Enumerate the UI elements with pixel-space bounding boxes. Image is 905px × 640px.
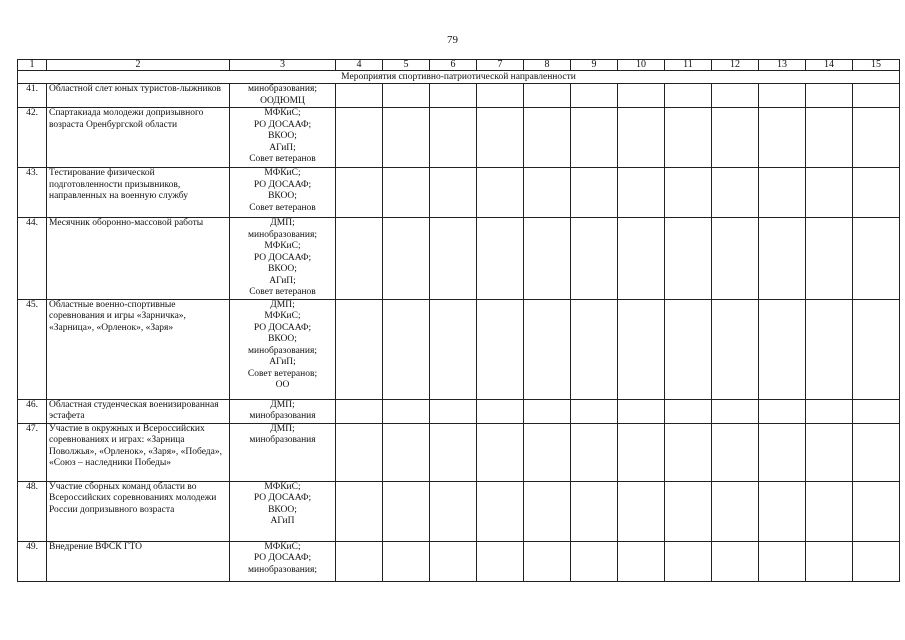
empty-cell — [430, 168, 477, 218]
column-number-header: 3 — [230, 60, 336, 71]
event-name: Месячник оборонно-массовой работы — [47, 218, 230, 300]
empty-cell — [430, 481, 477, 541]
row-number: 41. — [18, 84, 47, 108]
empty-cell — [336, 84, 383, 108]
row-number: 44. — [18, 218, 47, 300]
empty-cell — [571, 481, 618, 541]
column-number-header: 9 — [571, 60, 618, 71]
empty-cell — [618, 399, 665, 423]
empty-cell — [712, 299, 759, 399]
empty-cell — [853, 218, 900, 300]
empty-cell — [430, 84, 477, 108]
empty-cell — [759, 108, 806, 168]
plan-table — [17, 59, 900, 582]
empty-cell — [853, 84, 900, 108]
empty-cell — [571, 84, 618, 108]
empty-cell — [383, 481, 430, 541]
responsible-organizations: ДМП; МФКиС; РО ДОСААФ; ВКОО; минобразования; АГиП; Совет ветеранов; ОО — [230, 299, 336, 399]
responsible-organizations: минобразования; ООДЮМЦ — [230, 84, 336, 108]
empty-cell — [336, 399, 383, 423]
empty-cell — [383, 299, 430, 399]
empty-cell — [806, 541, 853, 581]
empty-cell — [430, 541, 477, 581]
empty-cell — [571, 299, 618, 399]
empty-cell — [853, 541, 900, 581]
empty-cell — [806, 108, 853, 168]
page-number: 79 — [447, 34, 458, 46]
responsible-organizations: ДМП; минобразования — [230, 423, 336, 481]
empty-cell — [712, 481, 759, 541]
empty-cell — [383, 399, 430, 423]
column-number-header: 7 — [477, 60, 524, 71]
empty-cell — [430, 399, 477, 423]
empty-cell — [853, 481, 900, 541]
row-number: 45. — [18, 299, 47, 399]
table-row — [18, 84, 900, 108]
empty-cell — [759, 218, 806, 300]
empty-cell — [383, 541, 430, 581]
empty-cell — [383, 218, 430, 300]
empty-cell — [665, 218, 712, 300]
responsible-organizations: ДМП; минобразования; МФКиС; РО ДОСААФ; ВКОО; АГиП; Совет ветеранов — [230, 218, 336, 300]
empty-cell — [853, 168, 900, 218]
empty-cell — [712, 218, 759, 300]
empty-cell — [665, 423, 712, 481]
row-number: 49. — [18, 541, 47, 581]
table-row — [18, 299, 900, 399]
column-number-header: 6 — [430, 60, 477, 71]
table-row — [18, 423, 900, 481]
table-body — [18, 71, 900, 582]
empty-cell — [430, 108, 477, 168]
empty-cell — [383, 423, 430, 481]
row-number: 48. — [18, 481, 47, 541]
empty-cell — [806, 299, 853, 399]
empty-cell — [571, 168, 618, 218]
empty-cell — [430, 299, 477, 399]
empty-cell — [336, 541, 383, 581]
empty-cell — [759, 299, 806, 399]
empty-cell — [383, 108, 430, 168]
empty-cell — [524, 399, 571, 423]
section-row — [18, 71, 900, 84]
empty-cell — [524, 218, 571, 300]
empty-cell — [618, 423, 665, 481]
table-row — [18, 168, 900, 218]
table-row — [18, 481, 900, 541]
empty-cell — [806, 481, 853, 541]
empty-cell — [383, 168, 430, 218]
empty-cell — [759, 168, 806, 218]
row-number: 47. — [18, 423, 47, 481]
empty-cell — [618, 108, 665, 168]
empty-cell — [806, 218, 853, 300]
empty-cell — [336, 423, 383, 481]
empty-cell — [806, 423, 853, 481]
empty-cell — [477, 399, 524, 423]
responsible-organizations: МФКиС; РО ДОСААФ; ВКОО; АГиП — [230, 481, 336, 541]
empty-cell — [712, 541, 759, 581]
empty-cell — [712, 108, 759, 168]
empty-cell — [618, 168, 665, 218]
empty-cell — [477, 218, 524, 300]
empty-cell — [383, 84, 430, 108]
empty-cell — [665, 541, 712, 581]
event-name: Внедрение ВФСК ГТО — [47, 541, 230, 581]
event-name: Тестирование физической подготовленности призывников, направленных на военную службу — [47, 168, 230, 218]
column-number-header: 14 — [806, 60, 853, 71]
event-name: Участие в окружных и Всероссийских соревнованиях и играх: «Зарница Поволжья», «Орленок», «Заря», «Победа», «Союз – наследники Победы» — [47, 423, 230, 481]
empty-cell — [571, 218, 618, 300]
table-row — [18, 399, 900, 423]
empty-cell — [524, 299, 571, 399]
table-row — [18, 218, 900, 300]
empty-cell — [665, 84, 712, 108]
empty-cell — [853, 108, 900, 168]
column-number-header: 8 — [524, 60, 571, 71]
column-number-header: 2 — [47, 60, 230, 71]
column-number-header: 13 — [759, 60, 806, 71]
empty-cell — [524, 541, 571, 581]
section-title: Мероприятия спортивно-патриотической направленности — [18, 71, 900, 84]
event-name: Спартакиада молодежи допризывного возраста Оренбургской области — [47, 108, 230, 168]
event-name: Участие сборных команд области во Всероссийских соревнованиях молодежи России допризывного возраста — [47, 481, 230, 541]
empty-cell — [712, 423, 759, 481]
empty-cell — [618, 541, 665, 581]
column-number-header: 11 — [665, 60, 712, 71]
empty-cell — [336, 108, 383, 168]
empty-cell — [712, 399, 759, 423]
empty-cell — [665, 481, 712, 541]
table-row — [18, 541, 900, 581]
empty-cell — [336, 299, 383, 399]
event-name: Областные военно-спортивные соревнования и игры «Зарничка», «Зарница», «Орленок», «Заря» — [47, 299, 230, 399]
empty-cell — [571, 541, 618, 581]
column-number-header: 15 — [853, 60, 900, 71]
column-number-header: 12 — [712, 60, 759, 71]
responsible-organizations: МФКиС; РО ДОСААФ; ВКОО; Совет ветеранов — [230, 168, 336, 218]
column-number-header: 4 — [336, 60, 383, 71]
column-number-header: 5 — [383, 60, 430, 71]
empty-cell — [759, 481, 806, 541]
empty-cell — [759, 423, 806, 481]
empty-cell — [759, 541, 806, 581]
empty-cell — [524, 108, 571, 168]
empty-cell — [806, 168, 853, 218]
empty-cell — [477, 84, 524, 108]
empty-cell — [571, 423, 618, 481]
table-row — [18, 108, 900, 168]
empty-cell — [430, 218, 477, 300]
empty-cell — [665, 168, 712, 218]
empty-cell — [853, 399, 900, 423]
responsible-organizations: МФКиС; РО ДОСААФ; ВКОО; АГиП; Совет ветеранов — [230, 108, 336, 168]
empty-cell — [571, 108, 618, 168]
responsible-organizations: ДМП; минобразования — [230, 399, 336, 423]
empty-cell — [618, 84, 665, 108]
empty-cell — [759, 399, 806, 423]
row-number: 43. — [18, 168, 47, 218]
empty-cell — [524, 481, 571, 541]
column-number-header: 10 — [618, 60, 665, 71]
column-number-header: 1 — [18, 60, 47, 71]
empty-cell — [759, 84, 806, 108]
empty-cell — [571, 399, 618, 423]
empty-cell — [477, 168, 524, 218]
empty-cell — [665, 108, 712, 168]
empty-cell — [665, 299, 712, 399]
empty-cell — [853, 423, 900, 481]
row-number: 42. — [18, 108, 47, 168]
empty-cell — [806, 399, 853, 423]
empty-cell — [524, 84, 571, 108]
empty-cell — [477, 481, 524, 541]
empty-cell — [477, 423, 524, 481]
empty-cell — [618, 299, 665, 399]
row-number: 46. — [18, 399, 47, 423]
empty-cell — [806, 84, 853, 108]
empty-cell — [477, 108, 524, 168]
empty-cell — [524, 423, 571, 481]
empty-cell — [336, 168, 383, 218]
responsible-organizations: МФКиС; РО ДОСААФ; минобразования; — [230, 541, 336, 581]
empty-cell — [712, 168, 759, 218]
empty-cell — [665, 399, 712, 423]
event-name: Областная студенческая военизированная эстафета — [47, 399, 230, 423]
empty-cell — [524, 168, 571, 218]
empty-cell — [618, 218, 665, 300]
empty-cell — [336, 481, 383, 541]
empty-cell — [430, 423, 477, 481]
empty-cell — [853, 299, 900, 399]
empty-cell — [618, 481, 665, 541]
column-number-row — [18, 60, 900, 71]
empty-cell — [477, 541, 524, 581]
event-name: Областной слет юных туристов-лыжников — [47, 84, 230, 108]
empty-cell — [712, 84, 759, 108]
empty-cell — [336, 218, 383, 300]
empty-cell — [477, 299, 524, 399]
